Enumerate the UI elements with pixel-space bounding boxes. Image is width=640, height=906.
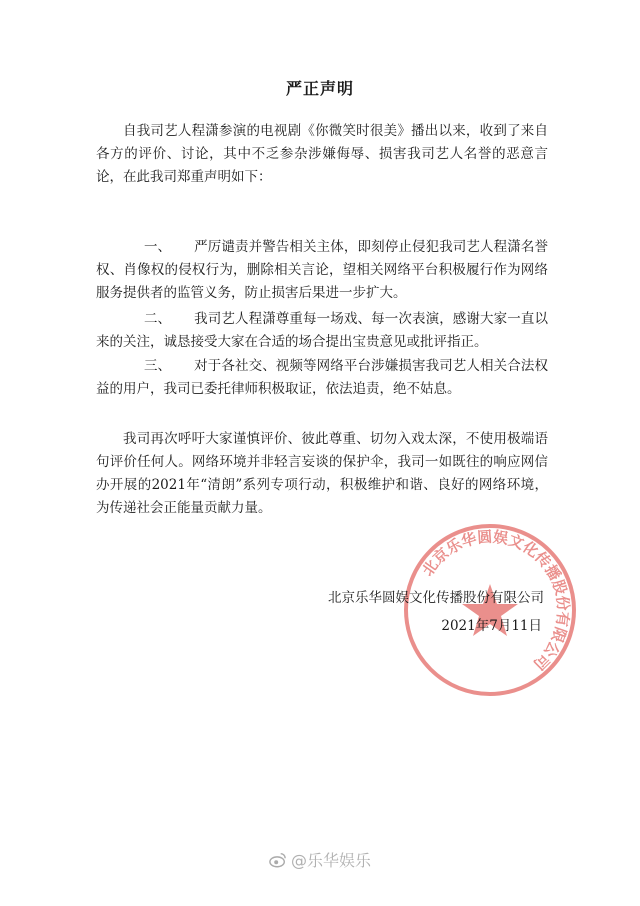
weibo-watermark bbox=[0, 848, 640, 871]
item-number: 一、 bbox=[144, 239, 171, 255]
weibo-icon bbox=[269, 851, 287, 869]
item-number: 二、 bbox=[144, 311, 171, 327]
statement-item-2 bbox=[96, 308, 548, 354]
watermark-text: @乐华娱乐 bbox=[290, 851, 371, 870]
statement-item-1 bbox=[96, 236, 548, 305]
signature-block bbox=[328, 584, 544, 640]
statement-item-3 bbox=[96, 355, 548, 401]
statement-date: 2021年7月11日 bbox=[441, 618, 542, 634]
item-number: 三、 bbox=[144, 358, 171, 374]
item-text: 对于各社交、视频等网络平台涉嫌损害我司艺人相关合法权益的用户，我司已委托律师积极取证，依法追责，绝不姑息。 bbox=[96, 358, 548, 397]
item-text: 我司艺人程潇尊重每一场戏、每一次表演，感谢大家一直以来的关注，诚恳接受大家在合适的场合提出宝贵意见或批评指正。 bbox=[96, 311, 548, 350]
page-title: 严正声明 bbox=[285, 79, 354, 98]
intro-paragraph: 自我司艺人程潇参演的电视剧《你微笑时很美》播出以来，收到了来自各方的评价、讨论，其中不乏参杂涉嫌侮辱、损害我司艺人名誉的恶意言论，在此我司郑重声明如下： bbox=[96, 123, 548, 185]
closing-paragraph: 我司再次呼吁大家谨慎评价、彼此尊重、切勿入戏太深，不使用极端语句评价任何人。网络环境并非轻言妄谈的保护伞，我司一如既往的响应网信办开展的2021年“清朗”系列专项行动，积极维护和谐、良好的网络环境，为传递社会正能量贡献力量。 bbox=[96, 431, 548, 516]
item-text: 严厉谴责并警告相关主体，即刻停止侵犯我司艺人程潇名誉权、肖像权的侵权行为，删除相关言论，望相关网络平台积极履行作为网络服务提供者的监管义务，防止损害后果进一步扩大。 bbox=[96, 239, 548, 301]
company-name: 北京乐华圆娱文化传播股份有限公司 bbox=[328, 590, 544, 606]
svg-text:北京乐华圆娱文化传播股份有限公司: 北京乐华圆娱文化传播股份有限公司 bbox=[418, 527, 573, 674]
